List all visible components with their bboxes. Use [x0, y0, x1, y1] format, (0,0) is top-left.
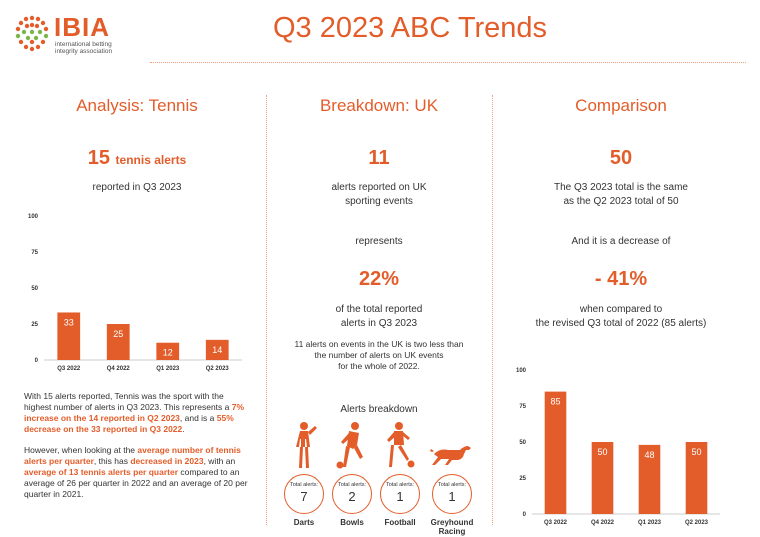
football-alerts-circle [380, 474, 420, 514]
tennis-subtitle: reported in Q3 2023 [92, 182, 182, 193]
comparison-line-3: And it is a decrease of [571, 236, 671, 247]
darts-alerts-value: 7 [300, 489, 308, 504]
comparison-line-4: when compared to [579, 304, 663, 315]
comparison-chart-y-tick-2: 50 [519, 440, 526, 446]
tennis-p2-highlight-b: decreased in 2023 [130, 456, 204, 466]
comparison-chart-svg [508, 364, 724, 532]
tennis-p1-text-b: , and is a [179, 413, 217, 423]
bowls-name: Bowls [340, 518, 364, 527]
tennis-p1-highlight-a: 7% increase on the 14 reported in Q2 2023 [24, 402, 245, 423]
logo-tagline: international betting integrity association [55, 41, 113, 55]
comparison-chart-x-tick-1: Q4 2022 [590, 520, 615, 526]
greyhound-name-line-2: Racing [438, 527, 466, 536]
uk-note-2: the number of alerts on UK events [314, 350, 444, 360]
comparison-chart-data-label-0: 85 [550, 396, 561, 407]
uk-big-number: 11 [368, 147, 390, 169]
comparison-big-number: 50 [609, 147, 633, 169]
tennis-big-number: 15 [87, 147, 110, 169]
comparison-line-5: the revised Q3 total of 2022 (85 alerts) [535, 318, 707, 329]
comparison-chart-x-tick-3: Q2 2023 [684, 520, 709, 526]
uk-section-title: Breakdown: UK [319, 96, 439, 115]
tennis-chart-y-tick-4: 100 [27, 214, 38, 220]
comparison-chart-data-label-3: 50 [691, 447, 702, 457]
football-alerts-value: 1 [396, 489, 404, 504]
comparison-chart-y-tick-1: 25 [519, 476, 526, 482]
header-divider [150, 62, 746, 63]
column-divider-right [492, 95, 493, 525]
tennis-p2-text-a: However, when looking at the [24, 445, 138, 455]
comparison-chart-y-tick-4: 100 [515, 368, 526, 374]
comparison-line-2: as the Q2 2023 total of 50 [563, 196, 679, 207]
bowls-player-icon [335, 420, 369, 470]
sport-football [377, 420, 423, 527]
logo-brand: IBIA [54, 12, 110, 42]
tennis-p2-highlight-c: average of 13 tennis alerts per quarter [24, 467, 179, 477]
bowls-alerts-label: Total alerts: [337, 482, 367, 488]
greyhound-alerts-label: Total alerts: [437, 482, 467, 488]
comparison-chart-data-label-2: 48 [644, 449, 655, 460]
uk-line-3: of the total reported [335, 304, 423, 315]
uk-line-4: alerts in Q3 2023 [340, 318, 418, 329]
greyhound-alerts-value: 1 [448, 489, 456, 504]
uk-line-1: alerts reported on UK [331, 182, 427, 193]
tennis-chart-data-label-0: 33 [63, 317, 74, 328]
comparison-line-1: The Q3 2023 total is the same [554, 182, 688, 193]
tennis-chart-svg [20, 210, 246, 378]
tennis-paragraph-1 [24, 391, 250, 435]
comparison-chart-y-tick-0: 0 [522, 512, 526, 518]
tennis-description [24, 391, 250, 510]
tennis-p2-highlight-a: average number of tennis alerts per quarter [24, 445, 241, 466]
tennis-p2-text-d: compared to an average of 26 per quarter in 2022 and an average of 20 per quarter in 2021. [24, 467, 248, 499]
tennis-p1-text-a: With 15 alerts reported, Tennis was the sport with the highest number of alerts in Q3 2023. This represents a [24, 391, 232, 412]
uk-breakdown-title: Alerts breakdown [340, 404, 418, 415]
tennis-chart-data-label-2: 12 [162, 347, 173, 358]
tennis-section-title: Analysis: Tennis [76, 96, 198, 115]
tennis-big-suffix: tennis alerts [115, 153, 187, 167]
tennis-p2-text-b: , this has [93, 456, 131, 466]
tennis-chart-x-tick-3: Q2 2023 [205, 366, 229, 372]
greyhound-name-line-1: Greyhound [430, 518, 474, 527]
darts-alerts-circle [284, 474, 324, 514]
comparison-chart-x-tick-2: Q1 2023 [637, 520, 662, 526]
tennis-paragraph-2 [24, 445, 250, 500]
page-title: Q3 2023 ABC Trends [272, 12, 548, 44]
tennis-chart-y-tick-0: 0 [34, 358, 38, 364]
bowls-alerts-value: 2 [348, 489, 356, 504]
tennis-p2-text-c: , with an [203, 456, 236, 466]
comparison-chart-x-tick-0: Q3 2022 [543, 520, 568, 526]
tennis-bar-chart [20, 210, 246, 378]
tennis-chart-y-tick-2: 50 [31, 286, 38, 292]
uk-note-3: for the whole of 2022. [338, 361, 420, 371]
comparison-chart-bar-0 [545, 392, 567, 514]
tennis-p1-text-c: . [182, 424, 185, 434]
comparison-chart-y-tick-3: 75 [519, 404, 526, 410]
football-alerts-label: Total alerts: [385, 482, 415, 488]
tennis-headline [20, 147, 254, 170]
tennis-chart-x-tick-0: Q3 2022 [57, 366, 81, 372]
uk-percentage: 22% [358, 268, 400, 290]
uk-line-2: sporting events [345, 196, 413, 207]
tennis-chart-x-tick-2: Q1 2023 [156, 366, 180, 372]
darts-alerts-label: Total alerts: [289, 482, 319, 488]
uk-note-1: 11 alerts on events in the UK is two less than [294, 339, 464, 349]
column-divider-left [266, 95, 267, 525]
tennis-chart-y-tick-1: 25 [31, 322, 38, 328]
tennis-chart-data-label-1: 25 [113, 329, 124, 339]
greyhound-alerts-circle [432, 474, 472, 514]
greyhound-icon [430, 440, 474, 470]
bowls-alerts-circle [332, 474, 372, 514]
comparison-bar-chart [508, 364, 724, 532]
comparison-chart-data-label-1: 50 [597, 447, 608, 457]
uk-represents: represents [355, 236, 403, 247]
sport-darts [281, 420, 327, 527]
tennis-chart-data-label-3: 14 [212, 344, 223, 355]
darts-player-icon [289, 420, 319, 470]
comparison-section-title: Comparison [575, 96, 667, 115]
darts-name: Darts [293, 518, 315, 527]
comparison-percentage: - 41% [594, 268, 648, 290]
tennis-p1-highlight-b: 55% decrease on the 33 reported in Q3 2022 [24, 413, 234, 434]
tennis-chart-y-tick-3: 75 [31, 250, 38, 256]
sport-bowls [329, 420, 375, 527]
football-player-icon [383, 420, 417, 470]
greyhound-name [429, 518, 475, 536]
tennis-chart-x-tick-1: Q4 2022 [106, 366, 130, 372]
football-name: Football [384, 518, 416, 527]
sport-greyhound-racing [429, 420, 475, 536]
